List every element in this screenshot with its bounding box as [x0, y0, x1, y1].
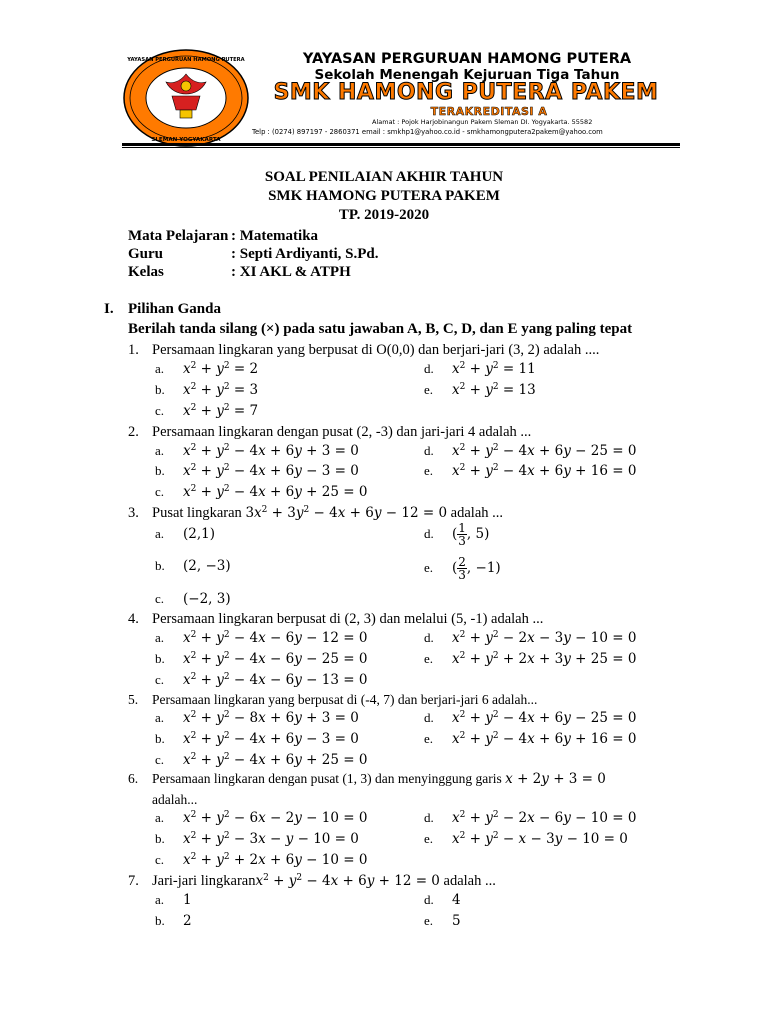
- option-2c[interactable]: c. $x^2 + y^2 - 4x + 6y + 25 = 0$: [155, 484, 368, 500]
- option-value: 5: [452, 913, 461, 929]
- question-number: 5.: [128, 692, 139, 707]
- exam-year: TP. 2019-2020: [338, 207, 430, 223]
- class-label: Kelas: [128, 264, 164, 280]
- option-letter: e.: [424, 463, 434, 478]
- option-5a[interactable]: a. $x^2 + y^2 - 8x + 6y + 3 = 0$: [155, 710, 359, 726]
- option-5b[interactable]: b. $x^2 + y^2 - 4x + 6y - 3 = 0$: [155, 731, 359, 747]
- question-4: [128, 611, 543, 628]
- option-letter: c.: [155, 403, 165, 418]
- question-number: 3.: [128, 505, 139, 521]
- option-letter: c.: [155, 752, 165, 767]
- option-letter: d.: [424, 443, 434, 458]
- option-6d[interactable]: d. $x^2 + y^2 - 2x - 6y - 10 = 0$: [424, 810, 637, 826]
- option-letter: e.: [424, 651, 434, 666]
- option-3a[interactable]: [155, 526, 215, 543]
- question-number: 2.: [128, 424, 139, 440]
- subject-label: Mata Pelajaran: [128, 228, 229, 244]
- option-letter: a.: [155, 361, 165, 376]
- option-6b[interactable]: b. $x^2 + y^2 - 3x - y - 10 = 0$: [155, 831, 359, 847]
- question-number: 7.: [128, 873, 139, 889]
- option-1c[interactable]: c. $x^2 + y^2 = 7$: [155, 403, 259, 419]
- option-letter: b.: [155, 913, 165, 928]
- option-2a[interactable]: a. $x^2 + y^2 - 4x + 6y + 3 = 0$: [155, 443, 359, 459]
- info-subject: [128, 228, 318, 245]
- section-number: I.: [104, 301, 114, 317]
- option-4e[interactable]: e. $x^2 + y^2 + 2x + 3y + 25 = 0$: [424, 651, 637, 667]
- option-7b[interactable]: [155, 913, 192, 930]
- question-text: Persamaan lingkaran berpusat di (2, 3) dan melalui (5, -1) adalah ...: [152, 611, 544, 627]
- option-letter: b.: [155, 382, 165, 397]
- question-text-end: adalah ...: [443, 873, 496, 889]
- option-letter: a.: [155, 630, 165, 645]
- option-letter: e.: [424, 913, 434, 928]
- question-5: [128, 692, 537, 708]
- option-value: (−2, 3): [183, 591, 231, 607]
- option-letter: b.: [155, 558, 165, 573]
- option-4c[interactable]: c. $x^2 + y^2 - 4x - 6y - 13 = 0$: [155, 672, 368, 688]
- option-letter: e.: [424, 382, 434, 397]
- option-7a[interactable]: [155, 892, 192, 909]
- question-text: Pusat lingkaran: [152, 505, 242, 521]
- school-address: Alamat : Pojok Harjobinangun Pakem Sleman DI. Yogyakarta. 55582: [372, 118, 593, 126]
- option-7e[interactable]: [424, 913, 461, 930]
- exam-school: SMK HAMONG PUTERA PAKEM: [268, 188, 500, 204]
- option-letter: d.: [424, 361, 434, 376]
- option-6e[interactable]: e. $x^2 + y^2 - x - 3y - 10 = 0$: [424, 831, 628, 847]
- option-3e[interactable]: e. ( $\frac{2}{3}$ , −1): [424, 555, 501, 582]
- question-1: [128, 342, 599, 359]
- teacher-label: Guru: [128, 246, 164, 262]
- option-1e[interactable]: e. $x^2 + y^2 = 13$: [424, 382, 536, 398]
- option-letter: b.: [155, 463, 165, 478]
- question-7: 7. Jari-jari lingkaranx$^2$ + $y^2 - 4x + 6y + 12 = 0$ adalah ...: [128, 873, 496, 889]
- option-letter: d.: [424, 892, 434, 907]
- question-6: 6. Persamaan lingkaran dengan pusat (1, 3) dan menyinggung garis x + 2y + 3 = 0: [128, 771, 606, 787]
- option-6a[interactable]: a. $x^2 + y^2 - 6x - 2y - 10 = 0$: [155, 810, 368, 826]
- option-4a[interactable]: a. $x^2 + y^2 - 4x - 6y - 12 = 0$: [155, 630, 368, 646]
- option-letter: b.: [155, 731, 165, 746]
- logo-text-bottom: SLEMAN YOGYAKARTA: [151, 137, 221, 143]
- letterhead-divider-thin: [122, 147, 680, 148]
- school-contact: Telp : (0274) 897197 - 2860371 email : smkhp1@yahoo.co.id - smkhamongputera2pakem@yahoo.com: [252, 128, 603, 136]
- yayasan-name: YAYASAN PERGURUAN HAMONG PUTERA: [302, 51, 632, 67]
- school-name: SMK HAMONG PUTERA PAKEM: [273, 80, 659, 105]
- option-letter: c.: [155, 591, 165, 606]
- letterhead: [0, 0, 768, 150]
- option-5e[interactable]: e. $x^2 + y^2 - 4x + 6y + 16 = 0$: [424, 731, 637, 747]
- logo-text-top: YAYASAN PERGURUAN HAMONG PUTERA: [127, 57, 245, 63]
- exam-title: SOAL PENILAIAN AKHIR TAHUN: [264, 169, 504, 185]
- option-7d[interactable]: [424, 892, 461, 909]
- option-value: 1: [183, 892, 192, 908]
- question-3: 3. Pusat lingkaran $3x^2 + 3y^2 - 4x + 6y - 12 = 0$ adalah ...: [128, 505, 504, 521]
- option-letter: c.: [155, 484, 165, 499]
- option-letter: a.: [155, 526, 165, 541]
- option-letter: b.: [155, 831, 165, 846]
- question-number: 4.: [128, 611, 139, 627]
- option-letter: c.: [155, 672, 165, 687]
- info-class: [128, 264, 351, 281]
- question-2: [128, 424, 531, 441]
- question-6-continuation: adalah...: [152, 792, 198, 807]
- option-letter: c.: [155, 852, 165, 867]
- class-value: : XI AKL & ATPH: [231, 264, 351, 280]
- option-3b[interactable]: [155, 558, 231, 575]
- option-3d[interactable]: d. ( $\frac{1}{3}$ , 5): [424, 521, 490, 548]
- option-letter: a.: [155, 443, 165, 458]
- question-text: Persamaan lingkaran yang berpusat di O(0,0) dan berjari-jari (3, 2) adalah ....: [152, 342, 600, 358]
- option-letter: a.: [155, 810, 165, 825]
- option-letter: d.: [424, 526, 434, 541]
- option-4b[interactable]: b. $x^2 + y^2 - 4x - 6y - 25 = 0$: [155, 651, 368, 667]
- option-5c[interactable]: c. $x^2 + y^2 - 4x + 6y + 25 = 0$: [155, 752, 368, 768]
- option-6c[interactable]: c. $x^2 + y^2 + 2x + 6y - 10 = 0$: [155, 852, 368, 868]
- option-1a[interactable]: a. $x^2 + y^2 = 2$: [155, 361, 259, 377]
- question-number: 6.: [128, 771, 139, 786]
- option-3c[interactable]: [155, 591, 231, 608]
- question-text: Persamaan lingkaran yang berpusat di (-4, 7) dan berjari-jari 6 adalah...: [152, 692, 538, 707]
- option-2d[interactable]: d. $x^2 + y^2 - 4x + 6y - 25 = 0$: [424, 443, 637, 459]
- info-teacher: [128, 246, 379, 263]
- teacher-value: : Septi Ardiyanti, S.Pd.: [231, 246, 379, 262]
- option-letter: d.: [424, 710, 434, 725]
- option-4d[interactable]: d. $x^2 + y^2 - 2x - 3y - 10 = 0$: [424, 630, 637, 646]
- subject-value: : Matematika: [231, 228, 319, 244]
- question-text: Persamaan lingkaran dengan pusat (2, -3) dan jari-jari 4 adalah ...: [152, 424, 532, 440]
- option-letter: b.: [155, 651, 165, 666]
- question-text: Jari-jari lingkaran: [152, 873, 256, 889]
- option-letter: e.: [424, 731, 434, 746]
- option-value: (2, −3): [183, 558, 231, 574]
- option-letter: d.: [424, 810, 434, 825]
- option-letter: d.: [424, 630, 434, 645]
- option-letter: a.: [155, 710, 165, 725]
- accreditation-badge: TERAKREDITASI A: [430, 105, 548, 118]
- section-title: Pilihan Ganda: [128, 301, 221, 317]
- question-number: 1.: [128, 342, 139, 358]
- option-2b[interactable]: b. $x^2 + y^2 - 4x + 6y - 3 = 0$: [155, 463, 359, 479]
- school-type: Sekolah Menengah Kejuruan Tiga Tahun: [314, 67, 620, 83]
- question-text-end: adalah ...: [450, 505, 504, 521]
- option-letter: a.: [155, 892, 165, 907]
- school-logo: [122, 48, 250, 148]
- option-1d[interactable]: d. $x^2 + y^2 = 11$: [424, 361, 536, 377]
- option-1b[interactable]: b. $x^2 + y^2 = 3$: [155, 382, 259, 398]
- option-value: (2,1): [183, 526, 216, 542]
- option-5d[interactable]: d. $x^2 + y^2 - 4x + 6y - 25 = 0$: [424, 710, 637, 726]
- option-value: 4: [452, 892, 461, 908]
- question-text: Persamaan lingkaran dengan pusat (1, 3) dan menyinggung garis: [152, 771, 502, 786]
- section-instruction: Berilah tanda silang (×) pada satu jawaban A, B, C, D, dan E yang paling tepat: [128, 321, 633, 337]
- option-letter: e.: [424, 831, 434, 846]
- option-letter: e.: [424, 560, 434, 575]
- letterhead-divider: [122, 143, 680, 146]
- option-value: 2: [183, 913, 192, 929]
- option-2e[interactable]: e. $x^2 + y^2 - 4x + 6y + 16 = 0$: [424, 463, 637, 479]
